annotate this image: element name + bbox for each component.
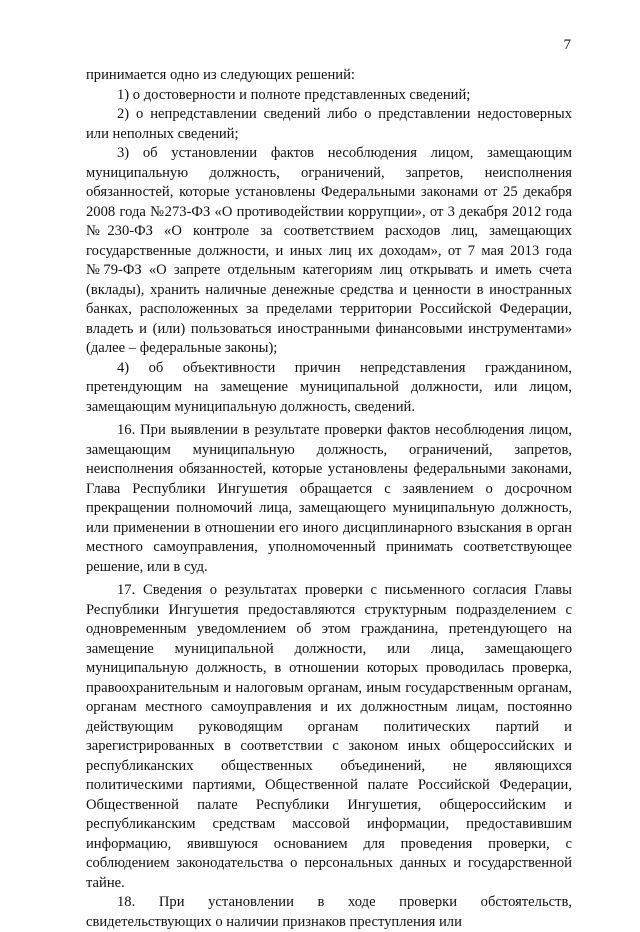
paragraph-intro: принимается одно из следующих решений:: [86, 67, 355, 83]
paragraph-item-1: 1) о достоверности и полноте представленных сведений;: [117, 86, 471, 103]
paragraph-item-4: 4) об объективности причин непредставления гражданином, претендующим на замещение муниципальной должности, или лицом, замещающим муниципальную должность, сведений.: [86, 359, 572, 415]
paragraph-18: 18. При установлении в ходе проверки обстоятельств, свидетельствующих о наличии признаков преступления или: [86, 894, 572, 930]
page-number: 7: [563, 37, 571, 53]
paragraph-item-3: 3) об установлении фактов несоблюдения лицом, замещающим муниципальную должность, ограничений, запретов, неисполнения обязанностей, которые установлены Федеральными законами от 25 декабря 2008 года №273-ФЗ «О противодействии коррупции», от 3 декабря 2012 года №230-ФЗ «О контроле за соответствием расходов лиц, замещающих государственные должности, и иных лиц их доходам», от 7 мая 2013 года №79-ФЗ «О запрете отдельным категориям лиц открывать и иметь счета (вклады), хранить наличные денежные средства и ценности в иностранных банках, расположенных за пределами территории Российской Федерации, владеть и (или) пользоваться иностранными финансовыми инструментами» (далее – федеральные законы);: [86, 145, 572, 356]
paragraph-17: 17. Сведения о результатах проверки с письменного согласия Главы Республики Ингушетия предоставляются структурным подразделением с одновременным уведомлением об этом гражданина, претендующего на замещение муниципальной должности, или лица, замещающего муниципальную должность, в отношении которых проводилась проверка, правоохранительным и налоговым органам, иным государственным органам, органам местного самоуправления и их должностным лицам, постоянно действующим руководящим органам политических партий и зарегистрированных в соответствии с законом иных общероссийских и республиканских общественных объединений, не являющихся политическими партиями, Общественной палате Российской Федерации, Общественной палате Республики Ингушетия, общероссийским и республиканским средствам массовой информации, предоставившим информацию, явившуюся основанием для проведения проверки, с соблюдением законодательства о персональных данных и государственной тайне.: [86, 582, 572, 891]
paragraph-item-2: 2) о непредставлении сведений либо о представлении недостоверных или неполных сведений;: [86, 106, 572, 142]
document-text: [86, 66, 572, 932]
paragraph-16: 16. При выявлении в результате проверки фактов несоблюдения лицом, замещающим муниципальную должность, ограничений, запретов, неисполнения обязанностей, которые установлены федеральными законами, Глава Республики Ингушетия обращается с заявлением о досрочном прекращении полномочий лица, замещающего муниципальную должность, или применении в отношении его иного дисциплинарного взыскания в орган местного самоуправления, уполномоченный принимать соответствующее решение, или в суд.: [86, 422, 572, 575]
